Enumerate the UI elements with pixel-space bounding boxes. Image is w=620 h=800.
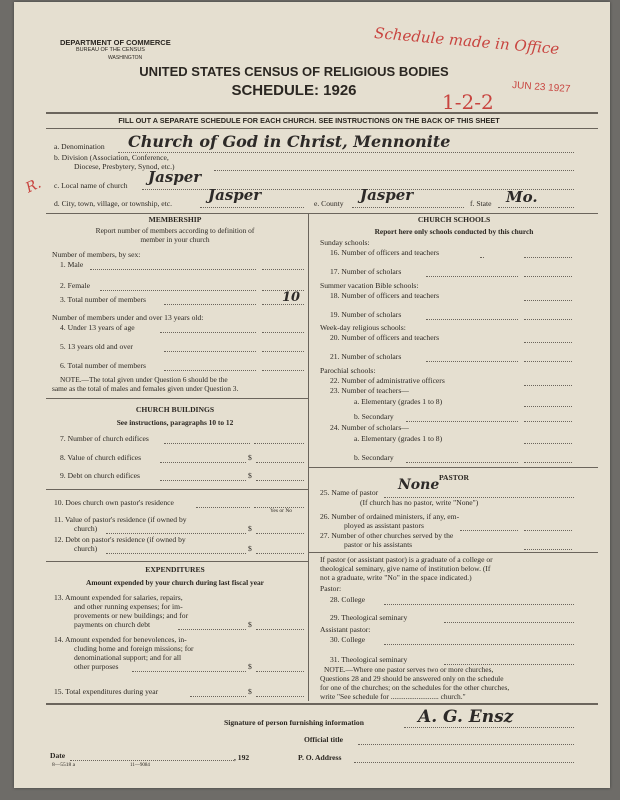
q8-dollar: $: [248, 453, 252, 462]
q19-label: 19. Number of scholars: [330, 310, 402, 319]
q24a-label: a. Elementary (grades 1 to 8): [354, 434, 443, 443]
q18-label: 18. Number of officers and teachers: [330, 291, 440, 300]
q24-label: 24. Number of scholars—: [330, 423, 409, 432]
q15-dollar: $: [248, 687, 252, 696]
q15-label: 15. Total expenditures during year: [54, 687, 159, 696]
schools-intro: Report here only schools conducted by this church: [374, 227, 534, 236]
instruction-line: FILL OUT A SEPARATE SCHEDULE FOR EACH CHURCH. SEE INSTRUCTIONS ON THE BACK OF THIS SHEET: [118, 116, 500, 125]
code-annotation: 1-2-2: [442, 90, 494, 114]
q6-label: 6. Total number of members: [60, 361, 147, 370]
state-label: f. State: [470, 199, 492, 208]
assistant-subhead: Assistant pastor:: [320, 625, 371, 634]
q12-label: 12. Debt on pastor's residence (if owned by: [54, 535, 186, 544]
q13-label-4: payments on church debt: [74, 620, 151, 629]
q17-label: 17. Number of scholars: [330, 267, 402, 276]
expenditures-title: EXPENDITURES: [145, 565, 205, 574]
print-number: 11—9084: [130, 763, 150, 768]
city-label: d. City, town, village, or township, etc.: [54, 199, 173, 208]
pastor-title: PASTOR: [438, 473, 470, 482]
q14-label-3: denominational support; and for all: [74, 653, 182, 662]
denomination-label: a. Denomination: [54, 142, 105, 151]
weekday-label: Week-day religious schools:: [320, 323, 406, 332]
q21-label: 21. Number of scholars: [330, 352, 402, 361]
division-label: b. Division (Association, Conference,: [54, 153, 169, 162]
denomination-value[interactable]: Church of God in Christ, Mennonite: [128, 132, 451, 151]
q14-label-4: other purposes: [74, 662, 119, 671]
state-value[interactable]: Mo.: [506, 188, 538, 206]
q4-label: 4. Under 13 years of age: [60, 323, 135, 332]
signature-value[interactable]: A. G. Ensz: [418, 707, 514, 727]
q20-label: 20. Number of officers and teachers: [330, 333, 440, 342]
q27-label: 27. Number of other churches served by the: [320, 531, 454, 540]
department-label: DEPARTMENT OF COMMERCE: [60, 38, 171, 47]
form-title: UNITED STATES CENSUS OF RELIGIOUS BODIES: [139, 64, 449, 79]
pastor-note-1: NOTE.—Where one pastor serves two or more churches,: [324, 665, 494, 674]
schedule-year: SCHEDULE: 1926: [231, 82, 357, 99]
city-value[interactable]: Jasper: [208, 186, 262, 204]
margin-mark: R.: [23, 175, 44, 197]
county-value[interactable]: Jasper: [360, 186, 414, 204]
q14-label-2: cluding home and foreign missions; for: [74, 644, 194, 653]
q28-label: 28. College: [330, 595, 366, 604]
q11-dollar: $: [248, 524, 252, 533]
q22-label: 22. Number of administrative officers: [330, 376, 445, 385]
membership-title: MEMBERSHIP: [148, 215, 202, 224]
q27-label-2: pastor or his assistants: [344, 540, 413, 549]
pastor-subhead: Pastor:: [320, 584, 342, 593]
q30-label: 30. College: [330, 635, 366, 644]
q23a-label: a. Elementary (grades 1 to 8): [354, 397, 443, 406]
q5-label: 5. 13 years old and over: [60, 342, 133, 351]
county-label: e. County: [314, 199, 344, 208]
q23b-label: b. Secondary: [354, 412, 394, 421]
schools-title: CHURCH SCHOOLS: [417, 215, 491, 224]
local-name-label: c. Local name of church: [54, 181, 128, 190]
q13-label-2: and other running expenses; for im-: [74, 602, 183, 611]
division-label-2: Diocese, Presbytery, Synod, etc.): [74, 162, 175, 171]
q23-label: 23. Number of teachers—: [330, 386, 409, 395]
form-number: 8—5518 a: [52, 762, 76, 768]
summer-label: Summer vacation Bible schools:: [320, 281, 419, 290]
parochial-label: Parochial schools:: [320, 366, 376, 375]
q1-label: 1. Male: [60, 260, 84, 269]
q14-dollar: $: [248, 662, 252, 671]
membership-intro-1: Report number of members according to definition of: [95, 226, 255, 235]
membership-note-1: NOTE.—The total given under Question 6 should be the: [60, 375, 228, 384]
q31-label: 31. Theological seminary: [330, 655, 408, 664]
bureau-label: BUREAU OF THE CENSUS: [76, 47, 145, 53]
by-sex-label: Number of members, by sex:: [52, 250, 141, 259]
q7-label: 7. Number of church edifices: [60, 434, 149, 443]
q3-value[interactable]: 10: [282, 290, 301, 305]
graduate-note-3: not a graduate, write "No" in the space indicated.): [320, 573, 472, 582]
date-label: Date: [50, 751, 66, 760]
membership-intro-2: member in your church: [140, 235, 210, 244]
received-stamp: JUN 23 1927: [511, 79, 571, 96]
q9-label: 9. Debt on church edifices: [60, 471, 140, 480]
q16-label: 16. Number of officers and teachers: [330, 248, 440, 257]
q12-dollar: $: [248, 544, 252, 553]
washington-label: WASHINGTON: [108, 55, 143, 61]
q26-label-2: ployed as assistant pastors: [344, 521, 424, 530]
q13-label: 13. Amount expended for salaries, repairs,: [54, 593, 183, 602]
q25-note: (If church has no pastor, write "None"): [360, 498, 479, 507]
q29-label: 29. Theological seminary: [330, 613, 408, 622]
expenditures-intro: Amount expended by your church during last fiscal year: [86, 578, 264, 587]
q14-label: 14. Amount expended for benevolences, in-: [54, 635, 187, 644]
q11-label: 11. Value of pastor's residence (if owned by: [54, 515, 187, 524]
under-over-label: Number of members under and over 13 years old:: [52, 313, 204, 322]
po-address-label: P. O. Address: [298, 753, 342, 762]
q2-label: 2. Female: [60, 281, 90, 290]
sunday-label: Sunday schools:: [320, 238, 370, 247]
local-name-value[interactable]: Jasper: [148, 168, 202, 186]
buildings-intro: See instructions, paragraphs 10 to 12: [116, 418, 234, 427]
graduate-note-2: theological seminary, give name of institution below. (If: [320, 564, 491, 573]
signature-label: Signature of person furnishing information: [224, 718, 364, 727]
q26-label: 26. Number of ordained ministers, if any, em-: [320, 512, 460, 521]
q13-label-3: provements or new buildings; and for: [74, 611, 189, 620]
q12-label-2: church): [74, 544, 98, 553]
yes-no-hint: Yes or No: [270, 508, 293, 514]
q11-label-2: church): [74, 524, 98, 533]
q10-label: 10. Does church own pastor's residence: [54, 498, 174, 507]
q25-label: 25. Name of pastor: [320, 488, 379, 497]
q8-label: 8. Value of church edifices: [60, 453, 142, 462]
q24b-label: b. Secondary: [354, 453, 394, 462]
q3-label: 3. Total number of members: [60, 295, 147, 304]
graduate-note-1: If pastor (or assistant pastor) is a graduate of a college or: [320, 555, 493, 564]
pastor-note-3: for one of the churches; on the schedules for the other churches,: [320, 683, 510, 692]
schedule-made-annotation: Schedule made in Office: [373, 23, 560, 59]
pastor-note-2: Questions 28 and 29 should be answered only on the schedule: [320, 674, 504, 683]
pastor-note-4: write "See schedule for .......................... church.": [320, 692, 466, 701]
q9-dollar: $: [248, 471, 252, 480]
q13-dollar: $: [248, 620, 252, 629]
q25-value[interactable]: None: [398, 477, 440, 493]
membership-note-2: same as the total of males and females given under Question 3.: [52, 384, 239, 393]
buildings-title: CHURCH BUILDINGS: [135, 405, 215, 414]
official-title-label: Official title: [304, 735, 344, 744]
census-schedule-page: [14, 2, 610, 788]
year-label: , 192: [234, 753, 250, 762]
